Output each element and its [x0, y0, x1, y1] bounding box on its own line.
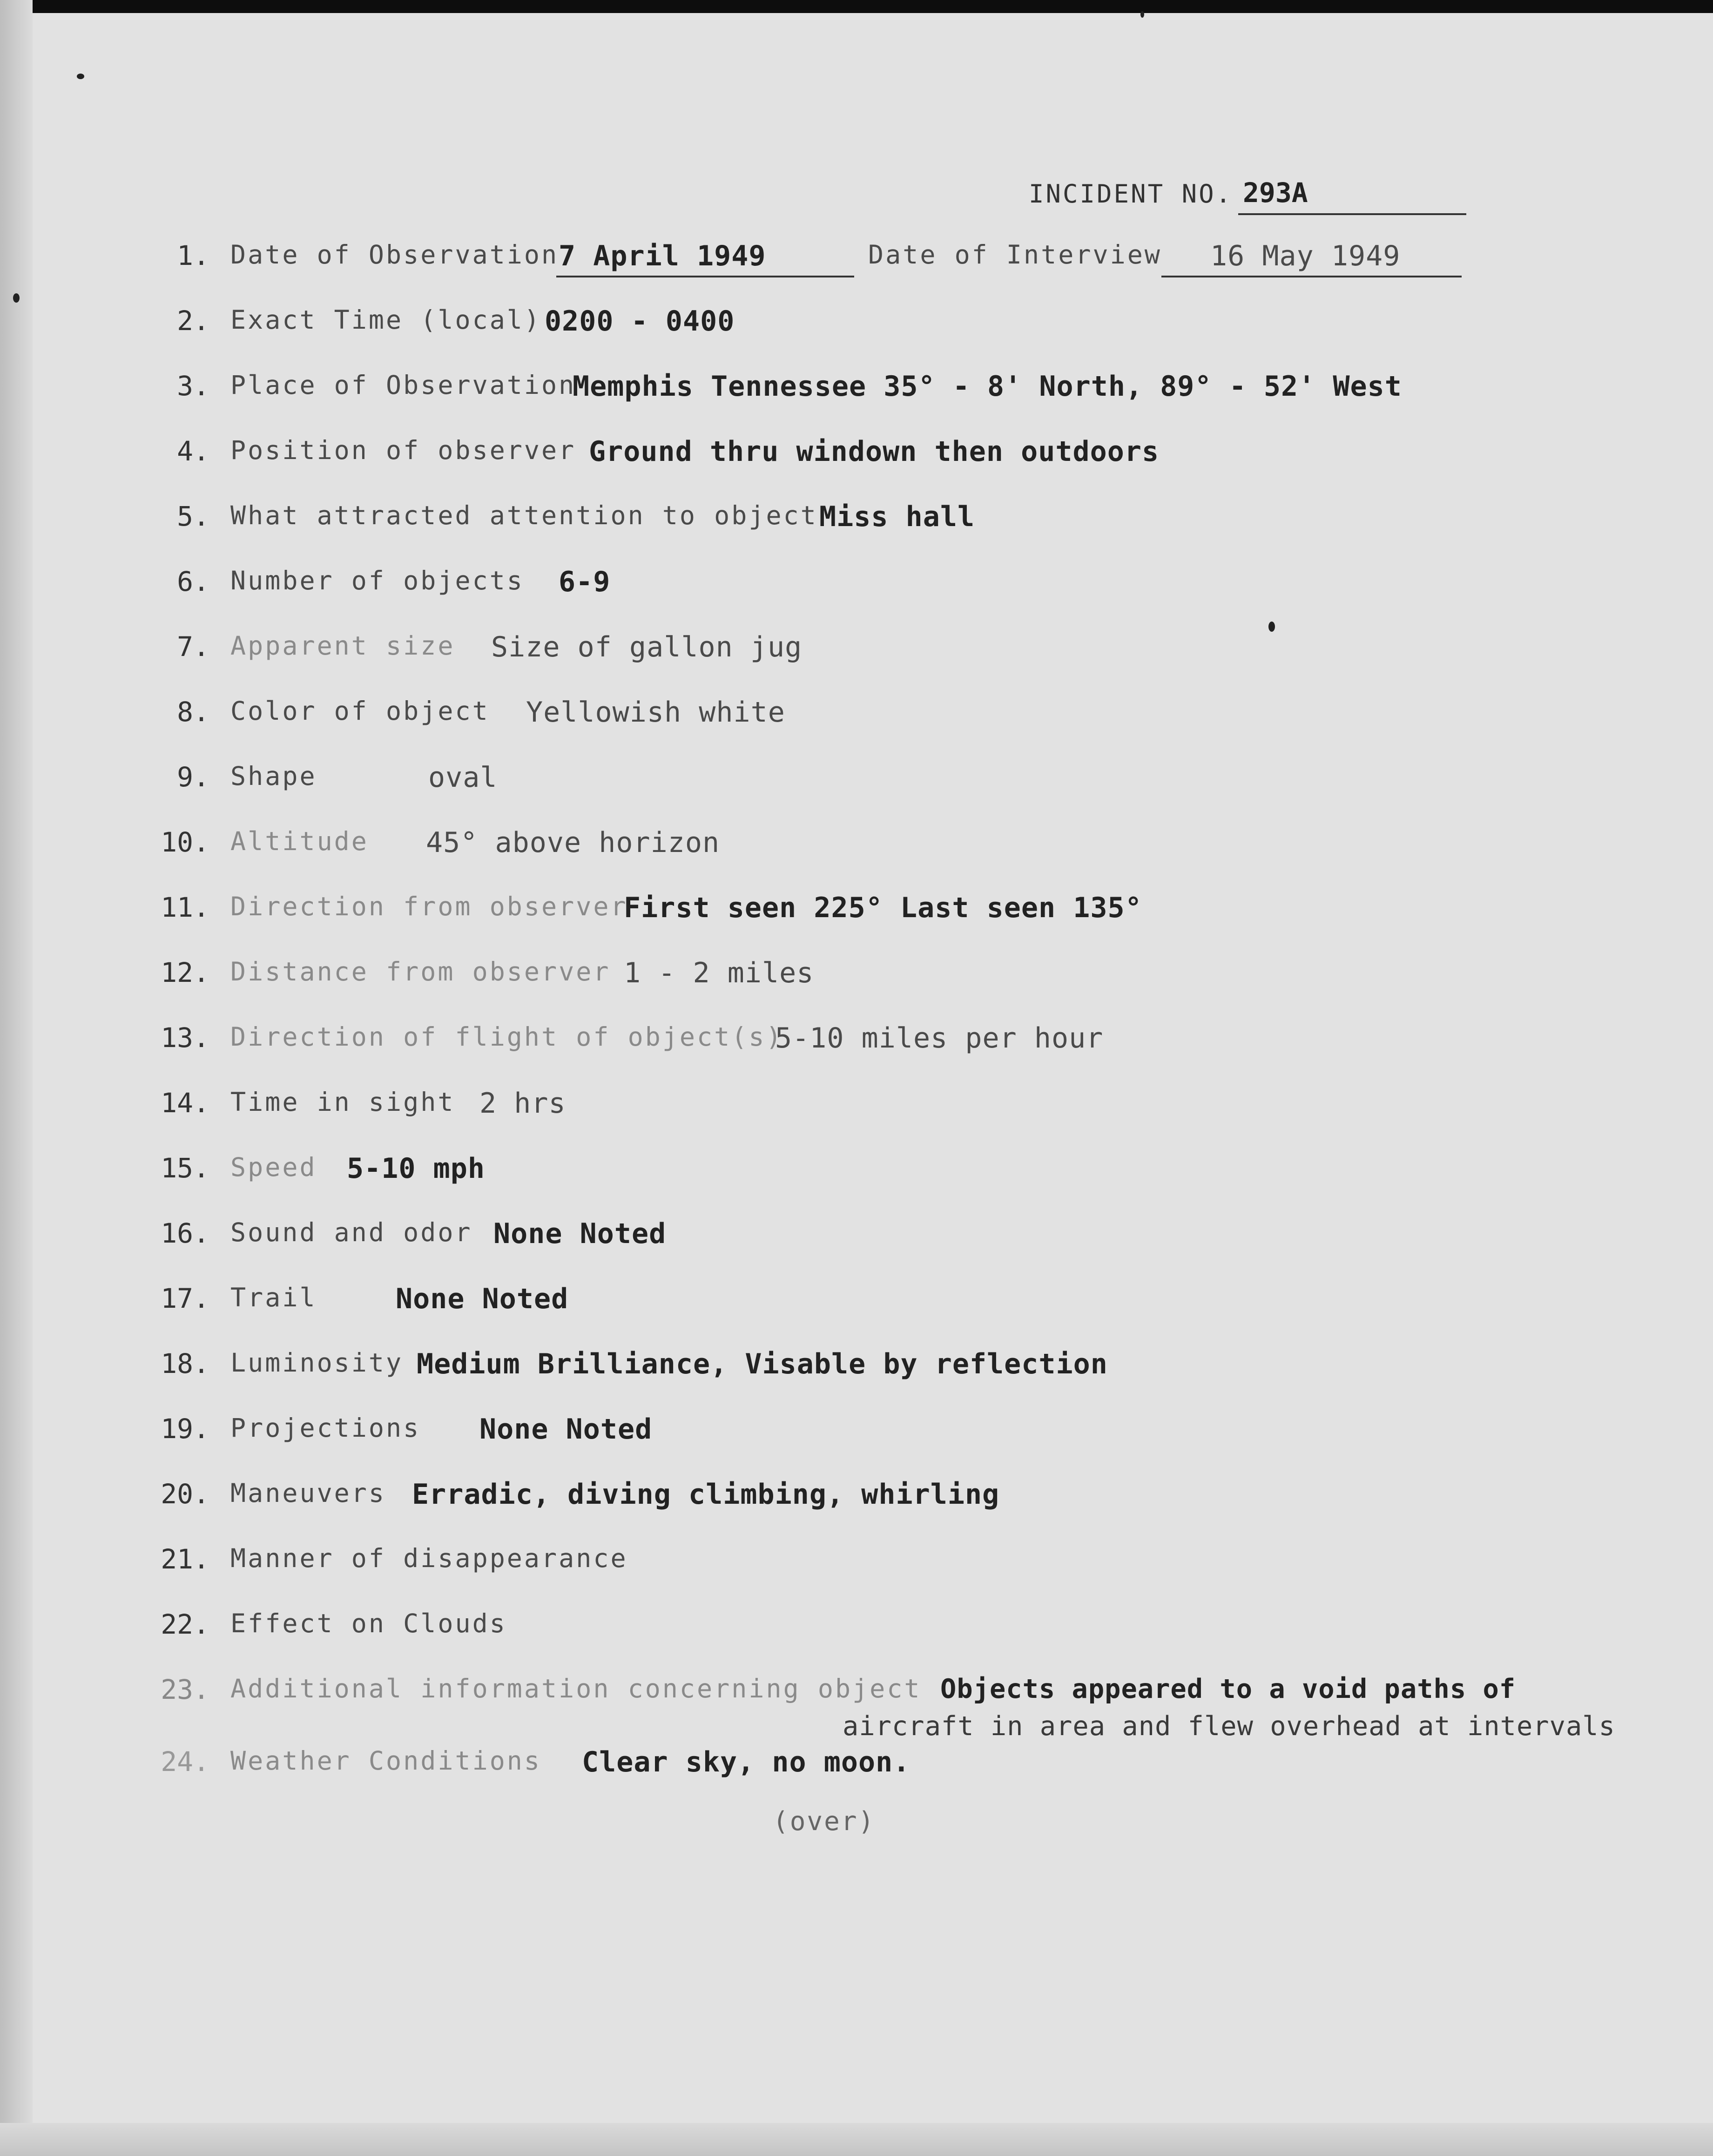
item-number: 15.: [161, 1152, 209, 1184]
item-value: None Noted: [493, 1217, 667, 1250]
form-row: [0, 1022, 1713, 1064]
scan-speck: [1140, 11, 1144, 18]
date-of-observation-underline: [556, 276, 854, 277]
item-value: 16 May 1949: [1210, 240, 1401, 272]
item-label: Speed: [230, 1152, 317, 1182]
item-value: Objects appeared to a void paths of: [940, 1674, 1516, 1704]
item-label: Date of Interview: [868, 240, 1162, 270]
item-value: Memphis Tennessee 35° - 8' North, 89° - 52' West: [573, 370, 1402, 403]
form-row: [0, 1217, 1713, 1259]
item-value: 2 hrs: [479, 1087, 566, 1120]
item-label: Place of Observation: [230, 370, 576, 400]
item-number: 8.: [177, 696, 209, 728]
over-note: (over): [773, 1806, 876, 1837]
item-number: 24.: [161, 1746, 209, 1778]
item-label: Color of object: [230, 696, 490, 726]
item-label: Effect on Clouds: [230, 1609, 507, 1638]
form-row: [0, 761, 1713, 803]
form-row: [0, 1283, 1713, 1325]
item-label: Exact Time (local): [230, 305, 542, 335]
item-label: Maneuvers: [230, 1478, 386, 1508]
form-row: [0, 305, 1713, 347]
form-row: [0, 500, 1713, 542]
item-value: 1 - 2 miles: [624, 957, 814, 989]
form-row: [0, 892, 1713, 933]
scan-speck: [13, 293, 20, 303]
item-value: Yellowish white: [526, 696, 785, 729]
item-number: 10.: [161, 826, 209, 858]
item-value: 6-9: [559, 566, 611, 598]
form-row: [0, 566, 1713, 608]
item-number: 20.: [161, 1478, 209, 1510]
form-row: [0, 1478, 1713, 1520]
form-row: [0, 826, 1713, 868]
item-number: 11.: [161, 892, 209, 923]
form-row: [0, 1609, 1713, 1650]
item-number: 9.: [177, 761, 209, 793]
item-label: Apparent size: [230, 631, 455, 661]
item-number: 3.: [177, 370, 209, 402]
form-row: [0, 1674, 1713, 1716]
item-label: Direction from observer: [230, 892, 628, 921]
scan-speck: [1268, 622, 1275, 632]
scan-bottom-edge: [0, 2123, 1713, 2156]
item-value: None Noted: [396, 1283, 569, 1315]
item-value: None Noted: [479, 1413, 653, 1446]
item-number: 4.: [177, 435, 209, 467]
form-row: [0, 1413, 1713, 1455]
item-number: 18.: [161, 1348, 209, 1379]
item-label: Weather Conditions: [230, 1746, 542, 1776]
item-value: 0200 - 0400: [545, 305, 735, 338]
item-number: 7.: [177, 631, 209, 662]
item-value: First seen 225° Last seen 135°: [624, 892, 1142, 924]
form-row: [0, 435, 1713, 477]
item-label: Altitude: [230, 826, 369, 856]
item-number: 6.: [177, 566, 209, 597]
item-number: 13.: [161, 1022, 209, 1054]
item-number: 23.: [161, 1674, 209, 1705]
item-number: 22.: [161, 1609, 209, 1640]
item-value: Ground thru windown then outdoors: [589, 435, 1160, 468]
scan-speck: [77, 74, 84, 79]
item-value: oval: [428, 761, 498, 794]
incident-number-value: 293A: [1238, 177, 1466, 215]
form-row: [0, 1087, 1713, 1129]
item-number: 16.: [161, 1217, 209, 1249]
form-row: [0, 1348, 1713, 1390]
item-value: Size of gallon jug: [491, 631, 803, 663]
item-number: 17.: [161, 1283, 209, 1314]
form-row: [0, 1152, 1713, 1194]
item-value: Miss hall: [819, 500, 975, 533]
item-label: Shape: [230, 761, 317, 791]
item-value: Erradic, diving climbing, whirling: [412, 1478, 1000, 1511]
item-label: Time in sight: [230, 1087, 455, 1117]
additional-info-continuation: aircraft in area and flew overhead at intervals: [843, 1711, 1615, 1742]
item-value: Medium Brilliance, Visable by reflection: [417, 1348, 1108, 1380]
item-number: 1.: [177, 240, 209, 271]
form-row: [0, 696, 1713, 738]
item-number: 14.: [161, 1087, 209, 1119]
item-value: 5-10 mph: [347, 1152, 485, 1185]
incident-number-label: INCIDENT NO.: [1029, 179, 1233, 209]
item-label: Luminosity: [230, 1348, 404, 1378]
scan-top-edge: [0, 0, 1713, 13]
item-label: What attracted attention to object: [230, 500, 818, 530]
form-row: [0, 370, 1713, 412]
item-number: 5.: [177, 500, 209, 532]
item-label: Sound and odor: [230, 1217, 472, 1247]
date-of-interview-underline: [1161, 276, 1462, 277]
item-value: 45° above horizon: [426, 826, 720, 859]
form-row: [0, 1543, 1713, 1585]
item-label: Projections: [230, 1413, 421, 1443]
item-number: 19.: [161, 1413, 209, 1445]
item-label: Position of observer: [230, 435, 576, 465]
item-number: 12.: [161, 957, 209, 988]
item-label: Distance from observer: [230, 957, 611, 987]
item-label: Trail: [230, 1283, 317, 1312]
item-number: 2.: [177, 305, 209, 337]
form-row: [0, 631, 1713, 673]
item-number: 21.: [161, 1543, 209, 1575]
item-label: Manner of disappearance: [230, 1543, 628, 1573]
item-value: Clear sky, no moon.: [582, 1746, 910, 1778]
item-label: Additional information concerning object: [230, 1674, 922, 1703]
form-row: [0, 1746, 1713, 1788]
form-row: [0, 957, 1713, 999]
item-value: 5-10 miles per hour: [775, 1022, 1104, 1054]
item-label: Direction of flight of object(s): [230, 1022, 783, 1052]
item-label: Number of objects: [230, 566, 524, 595]
item-value: 7 April 1949: [559, 240, 766, 272]
item-label: Date of Observation: [230, 240, 559, 270]
